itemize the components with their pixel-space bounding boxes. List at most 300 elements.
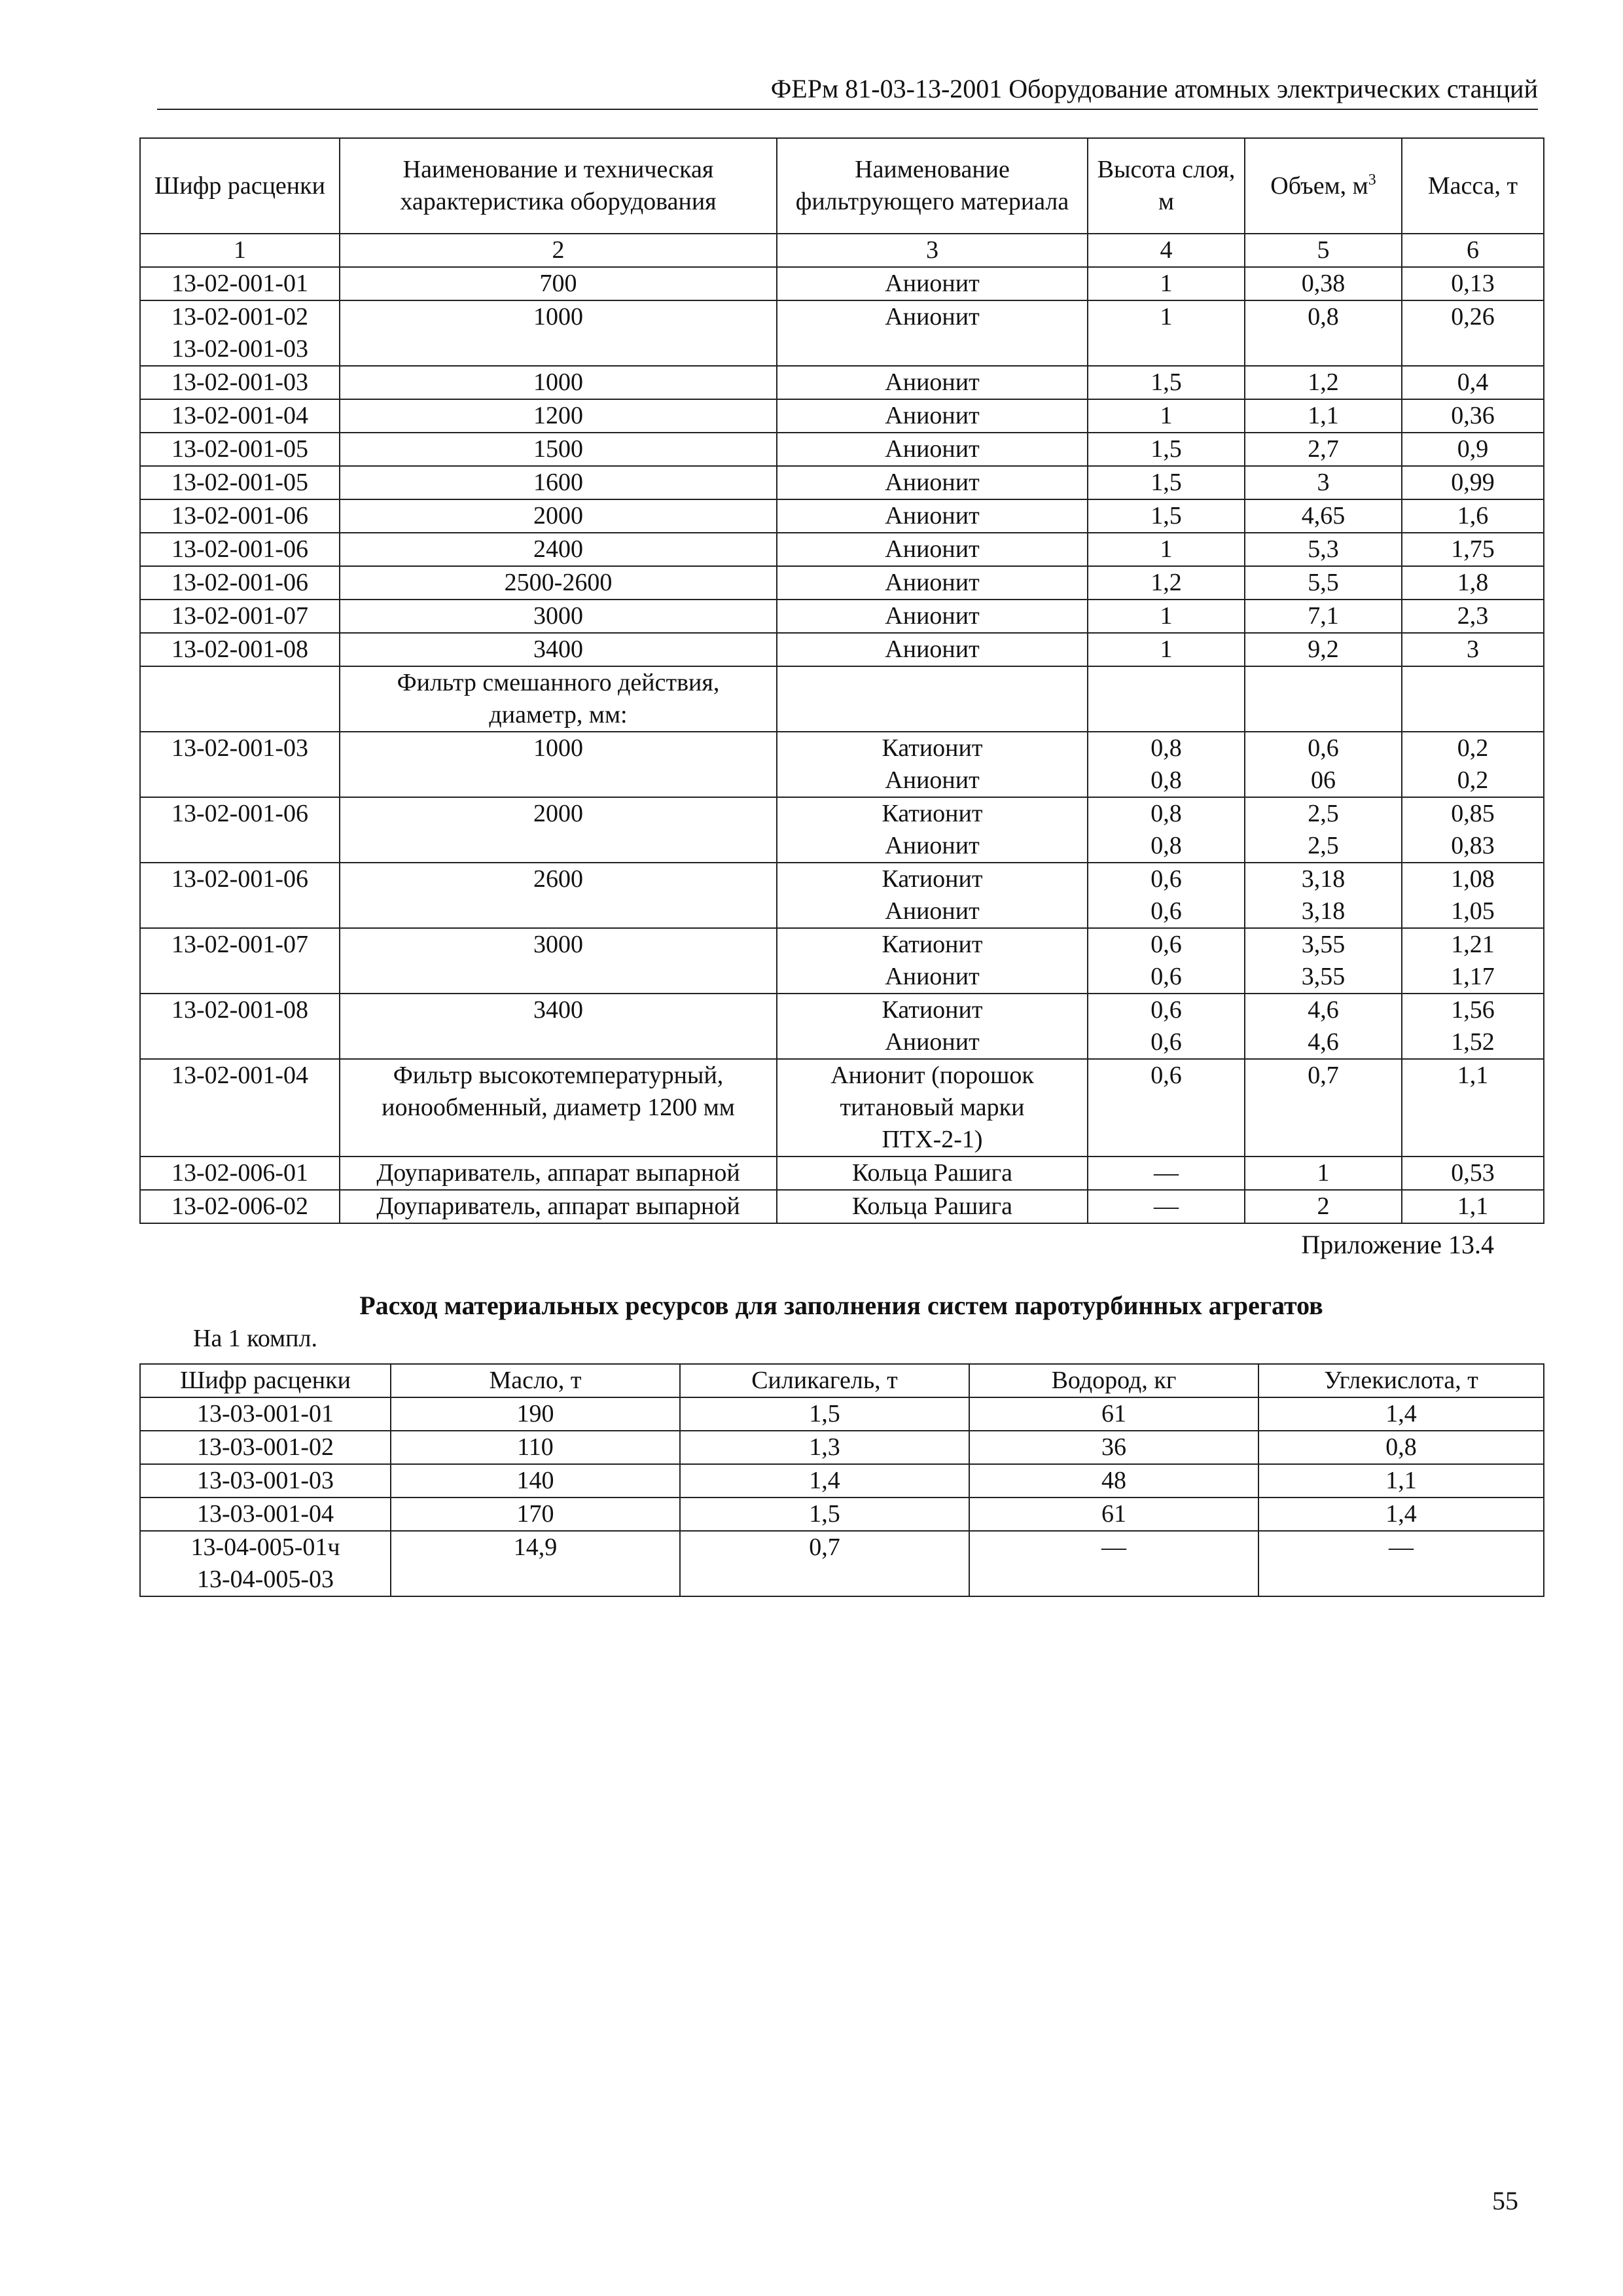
cell-line: 13-02-001-06 [171, 502, 308, 529]
cell-code [140, 300, 340, 366]
cell-line: 0,6 [1150, 865, 1182, 893]
cell-height [1088, 994, 1245, 1059]
cell-silica-gel [680, 1498, 969, 1531]
cell-line: 110 [517, 1433, 554, 1461]
cell-mass [1402, 863, 1544, 928]
cell-line: 0,6 [1150, 1028, 1182, 1056]
cell-line: 13-03-001-04 [197, 1500, 334, 1528]
cell-mass [1402, 533, 1544, 566]
cell-line: 0,36 [1451, 402, 1495, 429]
header-code: Шифр расценки [140, 1364, 391, 1397]
column-number: 4 [1088, 234, 1245, 267]
cell-oil [391, 1397, 680, 1431]
cell-line: 1,2 [1150, 569, 1182, 596]
cell-line: 0,53 [1451, 1159, 1495, 1187]
cell-line: 4,65 [1301, 502, 1346, 529]
cell-volume [1245, 863, 1402, 928]
cell-material [777, 300, 1088, 366]
cell-material [777, 994, 1088, 1059]
resources-table-title: Расход материальных ресурсов для заполнения систем паротурбинных агрегатов [359, 1291, 1323, 1320]
cell-line: Анионит [885, 402, 980, 429]
cell-oil [391, 1531, 680, 1596]
cell-line: — [1154, 1193, 1179, 1220]
cell-line: диаметр, мм: [489, 701, 628, 728]
cell-mass [1402, 366, 1544, 399]
cell-line: Катионит [882, 931, 983, 958]
cell-line: 1,3 [809, 1433, 840, 1461]
cell-line: 13-02-001-07 [171, 602, 308, 630]
cell-line: 0,8 [1150, 832, 1182, 859]
cell-material [777, 366, 1088, 399]
cell-line: 1 [1160, 402, 1173, 429]
cell-name [340, 300, 777, 366]
cell-height [1088, 600, 1245, 633]
cell-line: 0,6 [1308, 734, 1339, 762]
cell-name [340, 267, 777, 300]
header-name: Наименование и техническая характеристика оборудования [340, 138, 777, 234]
cell-line: 1,1 [1308, 402, 1339, 429]
column-number: 6 [1402, 234, 1544, 267]
cell-height [1088, 466, 1245, 499]
table-row [140, 732, 1544, 797]
cell-line: 61 [1101, 1400, 1126, 1427]
cell-code [140, 566, 340, 600]
cell-line: 1600 [533, 469, 583, 496]
table-row [140, 466, 1544, 499]
table-header-row [140, 138, 1544, 234]
cell-hydrogen [969, 1531, 1258, 1596]
cell-line: 3,55 [1301, 963, 1346, 990]
cell-carbon-dioxide [1258, 1531, 1544, 1596]
table-row [140, 1531, 1544, 1596]
table-row [140, 499, 1544, 533]
cell-volume [1245, 499, 1402, 533]
cell-line: 13-03-001-03 [197, 1467, 334, 1494]
cell-volume [1245, 928, 1402, 994]
cell-line: 0,9 [1457, 435, 1489, 463]
cell-line: 1 [1160, 270, 1173, 297]
cell-line: 1,52 [1451, 1028, 1495, 1056]
cell-line: 13-02-001-08 [171, 996, 308, 1024]
table-row [140, 1397, 1544, 1431]
cell-line: 1,5 [1150, 368, 1182, 396]
cell-volume [1245, 797, 1402, 863]
cell-height [1088, 863, 1245, 928]
header-volume [1245, 138, 1402, 234]
cell-line: 1200 [533, 402, 583, 429]
cell-mass [1402, 633, 1544, 666]
cell-line: 13-02-001-08 [171, 636, 308, 663]
cell-code [140, 1464, 391, 1498]
cell-name [340, 797, 777, 863]
cell-line: 13-02-001-06 [171, 865, 308, 893]
cell-line: 1 [1160, 636, 1173, 663]
table-row [140, 1157, 1544, 1190]
cell-line: Анионит [885, 1028, 980, 1056]
table-row [140, 300, 1544, 366]
cell-carbon-dioxide [1258, 1397, 1544, 1431]
cell-code [140, 499, 340, 533]
cell-line: Анионит [885, 469, 980, 496]
cell-line: 13-02-001-03 [171, 335, 308, 363]
cell-line: 0,2 [1457, 734, 1489, 762]
cell-carbon-dioxide [1258, 1498, 1544, 1531]
cell-line: 1,6 [1457, 502, 1489, 529]
cell-line: Анионит [885, 897, 980, 925]
cell-line: Анионит [885, 766, 980, 794]
cell-line: 0,6 [1150, 1062, 1182, 1089]
cell-line: — [1154, 1159, 1179, 1187]
cell-code [140, 732, 340, 797]
cell-mass [1402, 1059, 1544, 1157]
cell-mass [1402, 300, 1544, 366]
cell-line: 48 [1101, 1467, 1126, 1494]
cell-line: 0,8 [1385, 1433, 1417, 1461]
cell-volume [1245, 1059, 1402, 1157]
header-silica-gel: Силикагель, т [680, 1364, 969, 1397]
table-row [140, 1059, 1544, 1157]
cell-mass [1402, 499, 1544, 533]
cell-height [1088, 433, 1245, 466]
cell-line: 140 [516, 1467, 554, 1494]
cell-line: 1,4 [1385, 1500, 1417, 1528]
cell-line: 1000 [533, 368, 583, 396]
cell-line: 13-02-001-04 [171, 402, 308, 429]
cell-line: 0,83 [1451, 832, 1495, 859]
turbine-resources-table [139, 1363, 1544, 1597]
column-number-row [140, 234, 1544, 267]
cell-line: 3,18 [1301, 897, 1346, 925]
cell-height [1088, 300, 1245, 366]
cell-material [777, 1190, 1088, 1223]
cell-line: Анионит [885, 963, 980, 990]
cell-line: — [1389, 1534, 1414, 1561]
cell-line: 2,7 [1308, 435, 1339, 463]
cell-name [340, 433, 777, 466]
cell-name [340, 600, 777, 633]
cell-code [140, 1498, 391, 1531]
cell-line: 0,2 [1457, 766, 1489, 794]
cell-mass [1402, 928, 1544, 994]
cell-line: Анионит [885, 270, 980, 297]
cell-line: 1,1 [1457, 1193, 1489, 1220]
cell-line: 1,5 [1150, 469, 1182, 496]
cell-line: Анионит [885, 569, 980, 596]
cell-line: 13-02-006-01 [171, 1159, 308, 1187]
cell-mass [1402, 466, 1544, 499]
column-number: 2 [340, 234, 777, 267]
cell-line: 2600 [533, 865, 583, 893]
cell-material [777, 466, 1088, 499]
cell-line: 170 [516, 1500, 554, 1528]
cell-line: 1,5 [1150, 435, 1182, 463]
cell-line: Кольца Рашига [852, 1193, 1012, 1220]
cell-line: 2000 [533, 800, 583, 827]
cell-line: 1 [1160, 602, 1173, 630]
cell-code [140, 1059, 340, 1157]
cell-volume [1245, 366, 1402, 399]
table-row [140, 1498, 1544, 1531]
cell-line: 1,56 [1451, 996, 1495, 1024]
cell-code [140, 399, 340, 433]
cell-line: 0,8 [1150, 766, 1182, 794]
cell-line: — [1101, 1534, 1126, 1561]
cell-line: 0,99 [1451, 469, 1495, 496]
cell-line: 13-04-005-03 [197, 1566, 334, 1593]
cell-mass [1402, 797, 1544, 863]
cell-line: 1 [1160, 535, 1173, 563]
cell-volume [1245, 267, 1402, 300]
table-row [140, 666, 1544, 732]
cell-line: Анионит [885, 832, 980, 859]
cell-volume [1245, 533, 1402, 566]
cell-line: 1,05 [1451, 897, 1495, 925]
table-row [140, 366, 1544, 399]
cell-line: 3,55 [1301, 931, 1346, 958]
page-number: 55 [1492, 2186, 1518, 2215]
cell-line: 0,6 [1150, 931, 1182, 958]
header-material: Наименование фильтрующего материала [777, 138, 1088, 234]
cell-code [140, 633, 340, 666]
table-row [140, 797, 1544, 863]
cell-volume [1245, 300, 1402, 366]
cell-volume [1245, 666, 1402, 732]
cell-line: 1,1 [1457, 1062, 1489, 1089]
cell-line: 1000 [533, 303, 583, 331]
cell-height [1088, 566, 1245, 600]
cell-line: Катионит [882, 996, 983, 1024]
cell-line: 1,2 [1308, 368, 1339, 396]
cell-material [777, 928, 1088, 994]
cell-line: 5,5 [1308, 569, 1339, 596]
cell-line: 13-02-001-06 [171, 569, 308, 596]
cell-line: 1,08 [1451, 865, 1495, 893]
cell-material [777, 797, 1088, 863]
cell-line: Кольца Рашига [852, 1159, 1012, 1187]
table-header-row [140, 1364, 1544, 1397]
cell-line: 1,21 [1451, 931, 1495, 958]
cell-line: 1500 [533, 435, 583, 463]
cell-mass [1402, 666, 1544, 732]
cell-line: 13-02-001-01 [171, 270, 308, 297]
header-carbon-dioxide: Углекислота, т [1258, 1364, 1544, 1397]
column-number: 5 [1245, 234, 1402, 267]
cell-line: 2400 [533, 535, 583, 563]
cell-line: 14,9 [513, 1534, 558, 1561]
cell-height [1088, 1157, 1245, 1190]
cell-code [140, 433, 340, 466]
cell-line: 2,5 [1308, 800, 1339, 827]
cell-carbon-dioxide [1258, 1464, 1544, 1498]
cell-hydrogen [969, 1464, 1258, 1498]
cell-line: 1 [1317, 1159, 1330, 1187]
column-number: 3 [777, 234, 1088, 267]
cell-code [140, 267, 340, 300]
table-row [140, 1190, 1544, 1223]
cell-mass [1402, 732, 1544, 797]
cell-hydrogen [969, 1397, 1258, 1431]
cell-line: 1000 [533, 734, 583, 762]
cell-volume [1245, 433, 1402, 466]
cell-line: 1,5 [809, 1500, 840, 1528]
cell-height [1088, 1059, 1245, 1157]
cell-volume [1245, 600, 1402, 633]
cell-oil [391, 1431, 680, 1464]
cell-material [777, 1157, 1088, 1190]
cell-mass [1402, 994, 1544, 1059]
cell-line: 0,38 [1301, 270, 1346, 297]
cell-silica-gel [680, 1397, 969, 1431]
cell-line: 06 [1311, 766, 1336, 794]
cell-name [340, 1059, 777, 1157]
table-row [140, 1431, 1544, 1464]
cell-name [340, 1157, 777, 1190]
header-volume-label: Объем, м [1270, 171, 1368, 200]
table-row [140, 928, 1544, 994]
cell-line: 2,3 [1457, 602, 1489, 630]
cell-line: 1,1 [1385, 1467, 1417, 1494]
table-row [140, 433, 1544, 466]
table-row [140, 566, 1544, 600]
cell-mass [1402, 600, 1544, 633]
table-row [140, 600, 1544, 633]
header-oil: Масло, т [391, 1364, 680, 1397]
cell-material [777, 863, 1088, 928]
cell-line: Фильтр смешанного действия, [397, 669, 720, 696]
cell-name [340, 366, 777, 399]
cell-line: 0,7 [1308, 1062, 1339, 1089]
cell-line: 1,75 [1451, 535, 1495, 563]
cell-code [140, 1531, 391, 1596]
cell-material [777, 732, 1088, 797]
cell-code [140, 994, 340, 1059]
cell-line: 13-02-001-06 [171, 800, 308, 827]
cell-height [1088, 533, 1245, 566]
cell-volume [1245, 399, 1402, 433]
cell-volume [1245, 1157, 1402, 1190]
cell-carbon-dioxide [1258, 1431, 1544, 1464]
cell-volume [1245, 1190, 1402, 1223]
cell-material [777, 566, 1088, 600]
cell-line: 13-02-001-03 [171, 368, 308, 396]
cell-code [140, 1397, 391, 1431]
cell-line: 0,6 [1150, 996, 1182, 1024]
table-row [140, 863, 1544, 928]
cell-line: Анионит [885, 602, 980, 630]
cell-name [340, 928, 777, 994]
cell-code [140, 666, 340, 732]
cell-material [777, 267, 1088, 300]
cell-name [340, 863, 777, 928]
cell-height [1088, 797, 1245, 863]
cell-name [340, 994, 777, 1059]
cell-name [340, 533, 777, 566]
cell-line: 700 [539, 270, 577, 297]
cell-line: 3400 [533, 996, 583, 1024]
cell-line: 3400 [533, 636, 583, 663]
cell-line: 1 [1160, 303, 1173, 331]
cell-volume [1245, 732, 1402, 797]
cell-name [340, 399, 777, 433]
cell-line: Катионит [882, 800, 983, 827]
cell-material [777, 1059, 1088, 1157]
cell-line: 1,17 [1451, 963, 1495, 990]
cell-line: 0,6 [1150, 897, 1182, 925]
cell-volume [1245, 566, 1402, 600]
cell-name [340, 633, 777, 666]
cell-volume [1245, 633, 1402, 666]
cell-code [140, 1190, 340, 1223]
cell-line: 0,8 [1150, 734, 1182, 762]
cell-material [777, 433, 1088, 466]
cell-line: Фильтр высокотемпературный, [393, 1062, 724, 1089]
cell-line: 13-03-001-01 [197, 1400, 334, 1427]
cell-name [340, 1190, 777, 1223]
cell-line: 1,4 [809, 1467, 840, 1494]
cell-line: Анионит [885, 368, 980, 396]
cell-silica-gel [680, 1531, 969, 1596]
turbine-resources-body [140, 1397, 1544, 1596]
cell-line: 13-03-001-02 [197, 1433, 334, 1461]
cell-line: 61 [1101, 1500, 1126, 1528]
cell-line: 190 [516, 1400, 554, 1427]
cell-line: 0,8 [1150, 800, 1182, 827]
cell-line: 13-02-001-02 [171, 303, 308, 331]
running-header: ФЕРм 81-03-13-2001 Оборудование атомных электрических станций [157, 72, 1538, 110]
cell-name [340, 499, 777, 533]
cell-line: 3,18 [1301, 865, 1346, 893]
cell-code [140, 466, 340, 499]
cell-line: 4,6 [1308, 996, 1339, 1024]
cell-line: 0,7 [809, 1534, 840, 1561]
cell-hydrogen [969, 1431, 1258, 1464]
cell-height [1088, 633, 1245, 666]
cell-height [1088, 499, 1245, 533]
cell-line: 1,5 [809, 1400, 840, 1427]
cell-oil [391, 1498, 680, 1531]
cell-mass [1402, 267, 1544, 300]
cell-line: 0,13 [1451, 270, 1495, 297]
cell-code [140, 928, 340, 994]
cell-material [777, 399, 1088, 433]
cell-line: 13-02-001-03 [171, 734, 308, 762]
table-row [140, 533, 1544, 566]
cell-line: 2000 [533, 502, 583, 529]
cell-line: 13-04-005-01ч [190, 1534, 340, 1561]
cell-material [777, 600, 1088, 633]
cell-line: 1,8 [1457, 569, 1489, 596]
cell-height [1088, 366, 1245, 399]
cell-mass [1402, 566, 1544, 600]
cell-height [1088, 928, 1245, 994]
filter-materials-body [140, 267, 1544, 1223]
cell-line: 3 [1317, 469, 1330, 496]
cell-line: 7,1 [1308, 602, 1339, 630]
cell-line: 13-02-001-05 [171, 469, 308, 496]
header-mass: Масса, т [1402, 138, 1544, 234]
cell-height [1088, 399, 1245, 433]
cell-mass [1402, 1190, 1544, 1223]
cell-line: 0,8 [1308, 303, 1339, 331]
cell-material [777, 499, 1088, 533]
cell-line: 0,85 [1451, 800, 1495, 827]
cell-mass [1402, 1157, 1544, 1190]
table-row [140, 1464, 1544, 1498]
cell-line: 3 [1467, 636, 1479, 663]
cell-line: 0,6 [1150, 963, 1182, 990]
cell-line: Анионит [885, 636, 980, 663]
cell-line: 1,4 [1385, 1400, 1417, 1427]
